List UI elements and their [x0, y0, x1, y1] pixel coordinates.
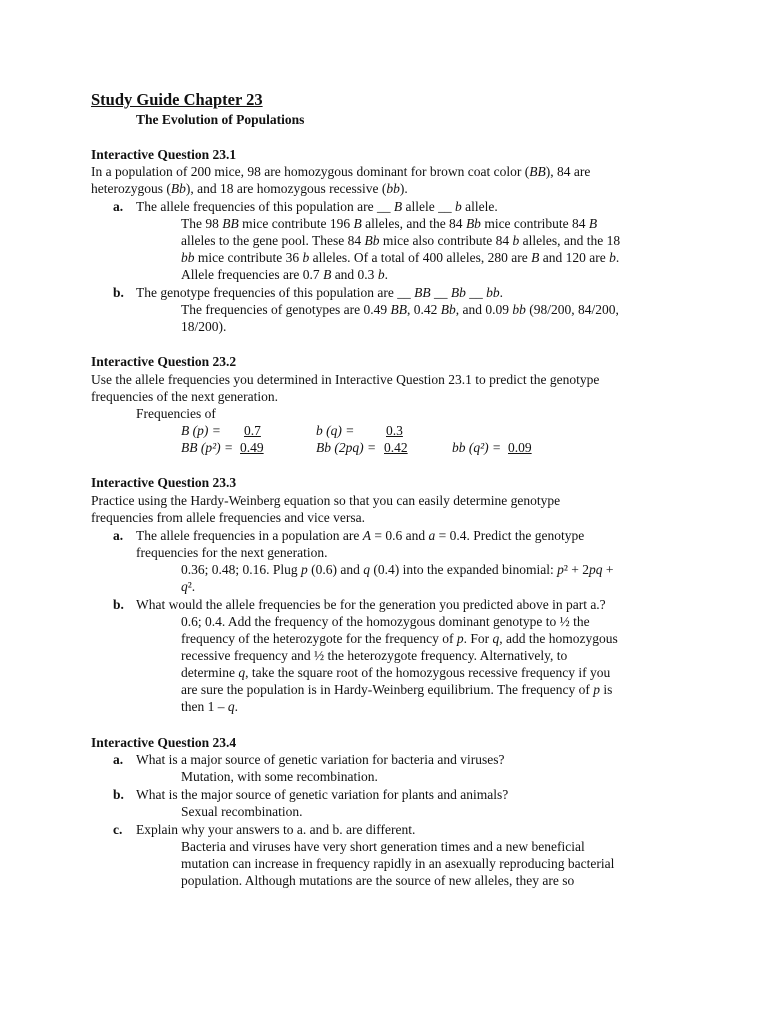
- question-heading-23-2: Interactive Question 23.2: [91, 354, 237, 369]
- q4-part-a-marker: a.: [113, 752, 124, 767]
- q1-part-a-answer-line-2: alleles to the gene pool. These 84 Bb mice also contribute 84 b alleles, and the 18: [181, 233, 621, 248]
- q1-part-a-answer-line-4: Allele frequencies are 0.7 B and 0.3 b.: [181, 267, 388, 282]
- q3-part-b-answer-line-5: are sure the population is in Hardy-Weinberg equilibrium. The frequency of p is: [181, 682, 613, 697]
- q3-part-a-question-line-1: The allele frequencies in a population are A = 0.6 and a = 0.4. Predict the genotype: [136, 528, 585, 543]
- q3-part-b-marker: b.: [113, 597, 124, 612]
- q4-part-c-answer-line-3: population. Although mutations are the source of new alleles, they are so: [181, 873, 575, 888]
- q3-part-b-answer-line-3: recessive frequency and ½ the heterozygote frequency. Alternatively, to: [181, 648, 568, 663]
- q1-part-a-marker: a.: [113, 199, 124, 214]
- q4-part-a-question: What is a major source of genetic variation for bacteria and viruses?: [136, 752, 505, 767]
- q4-part-b-marker: b.: [113, 787, 124, 802]
- q4-part-b-question: What is the major source of genetic variation for plants and animals?: [136, 787, 509, 802]
- q2-BB-value: 0.49: [240, 440, 264, 455]
- q3-intro-line-2: frequencies from allele frequencies and vice versa.: [91, 510, 365, 525]
- q1-part-b-marker: b.: [113, 285, 124, 300]
- q2-bb-label: bb (q²) =: [452, 440, 502, 455]
- q3-part-a-question-line-2: frequencies for the next generation.: [136, 545, 328, 560]
- q2-b-value: 0.3: [386, 423, 403, 438]
- q4-part-a-answer: Mutation, with some recombination.: [181, 769, 378, 784]
- q4-part-c-marker: c.: [113, 822, 123, 837]
- q1-part-b-answer-line-1: The frequencies of genotypes are 0.49 BB, 0.42 Bb, and 0.09 bb (98/200, 84/200,: [181, 302, 619, 317]
- q3-part-a-answer-line-2: q².: [181, 579, 196, 594]
- page-subtitle: The Evolution of Populations: [136, 112, 305, 127]
- q1-part-b-answer-line-2: 18/200).: [181, 319, 227, 334]
- question-heading-23-3: Interactive Question 23.3: [91, 475, 237, 490]
- q4-part-b-answer: Sexual recombination.: [181, 804, 303, 819]
- q2-intro-line-1: Use the allele frequencies you determined in Interactive Question 23.1 to predict the genotype: [91, 372, 600, 387]
- q1-part-a-answer-line-1: The 98 BB mice contribute 196 B alleles, and the 84 Bb mice contribute 84 B: [181, 216, 598, 231]
- q3-part-b-answer-line-1: 0.6; 0.4. Add the frequency of the homozygous dominant genotype to ½ the: [181, 614, 590, 629]
- question-heading-23-1: Interactive Question 23.1: [91, 147, 237, 162]
- q2-intro-line-2: frequencies of the next generation.: [91, 389, 279, 404]
- q1-intro-line-1: In a population of 200 mice, 98 are homozygous dominant for brown coat color (BB), 84 are: [91, 164, 591, 179]
- q3-part-b-answer-line-6: then 1 – q.: [181, 699, 238, 714]
- q1-part-b-question: The genotype frequencies of this population are __ BB __ Bb __ bb.: [136, 285, 504, 300]
- q3-part-a-answer-line-1: 0.36; 0.48; 0.16. Plug p (0.6) and q (0.4) into the expanded binomial: p² + 2pq +: [181, 562, 614, 577]
- q2-BB-label: BB (p²) =: [181, 440, 234, 455]
- q4-part-c-answer-line-1: Bacteria and viruses have very short generation times and a new beneficial: [181, 839, 585, 854]
- page-title: Study Guide Chapter 23: [91, 90, 263, 109]
- q1-part-a-question: The allele frequencies of this population are __ B allele __ b allele.: [136, 199, 498, 214]
- q2-frequencies-label: Frequencies of: [136, 406, 216, 421]
- q3-part-b-answer-line-4: determine q, take the square root of the homozygous recessive frequency if you: [181, 665, 611, 680]
- q2-Bb-label: Bb (2pq) =: [316, 440, 377, 455]
- q3-part-b-question: What would the allele frequencies be for the generation you predicted above in part a.?: [136, 597, 606, 612]
- q1-part-a-answer-line-3: bb mice contribute 36 b alleles. Of a total of 400 alleles, 280 are B and 120 are b.: [181, 250, 620, 265]
- q3-part-b-answer-line-2: frequency of the heterozygote for the frequency of p. For q, add the homozygous: [181, 631, 618, 646]
- q2-B-label: B (p) =: [181, 423, 221, 438]
- q2-Bb-value: 0.42: [384, 440, 408, 455]
- question-heading-23-4: Interactive Question 23.4: [91, 735, 237, 750]
- q4-part-c-question: Explain why your answers to a. and b. are different.: [136, 822, 416, 837]
- q2-bb-value: 0.09: [508, 440, 532, 455]
- q2-b-label: b (q) =: [316, 423, 355, 438]
- q3-intro-line-1: Practice using the Hardy-Weinberg equation so that you can easily determine genotype: [91, 493, 561, 508]
- q1-intro-line-2: heterozygous (Bb), and 18 are homozygous recessive (bb).: [91, 181, 408, 196]
- q4-part-c-answer-line-2: mutation can increase in frequency rapidly in an asexually reproducing bacterial: [181, 856, 615, 871]
- q3-part-a-marker: a.: [113, 528, 124, 543]
- q2-B-value: 0.7: [244, 423, 261, 438]
